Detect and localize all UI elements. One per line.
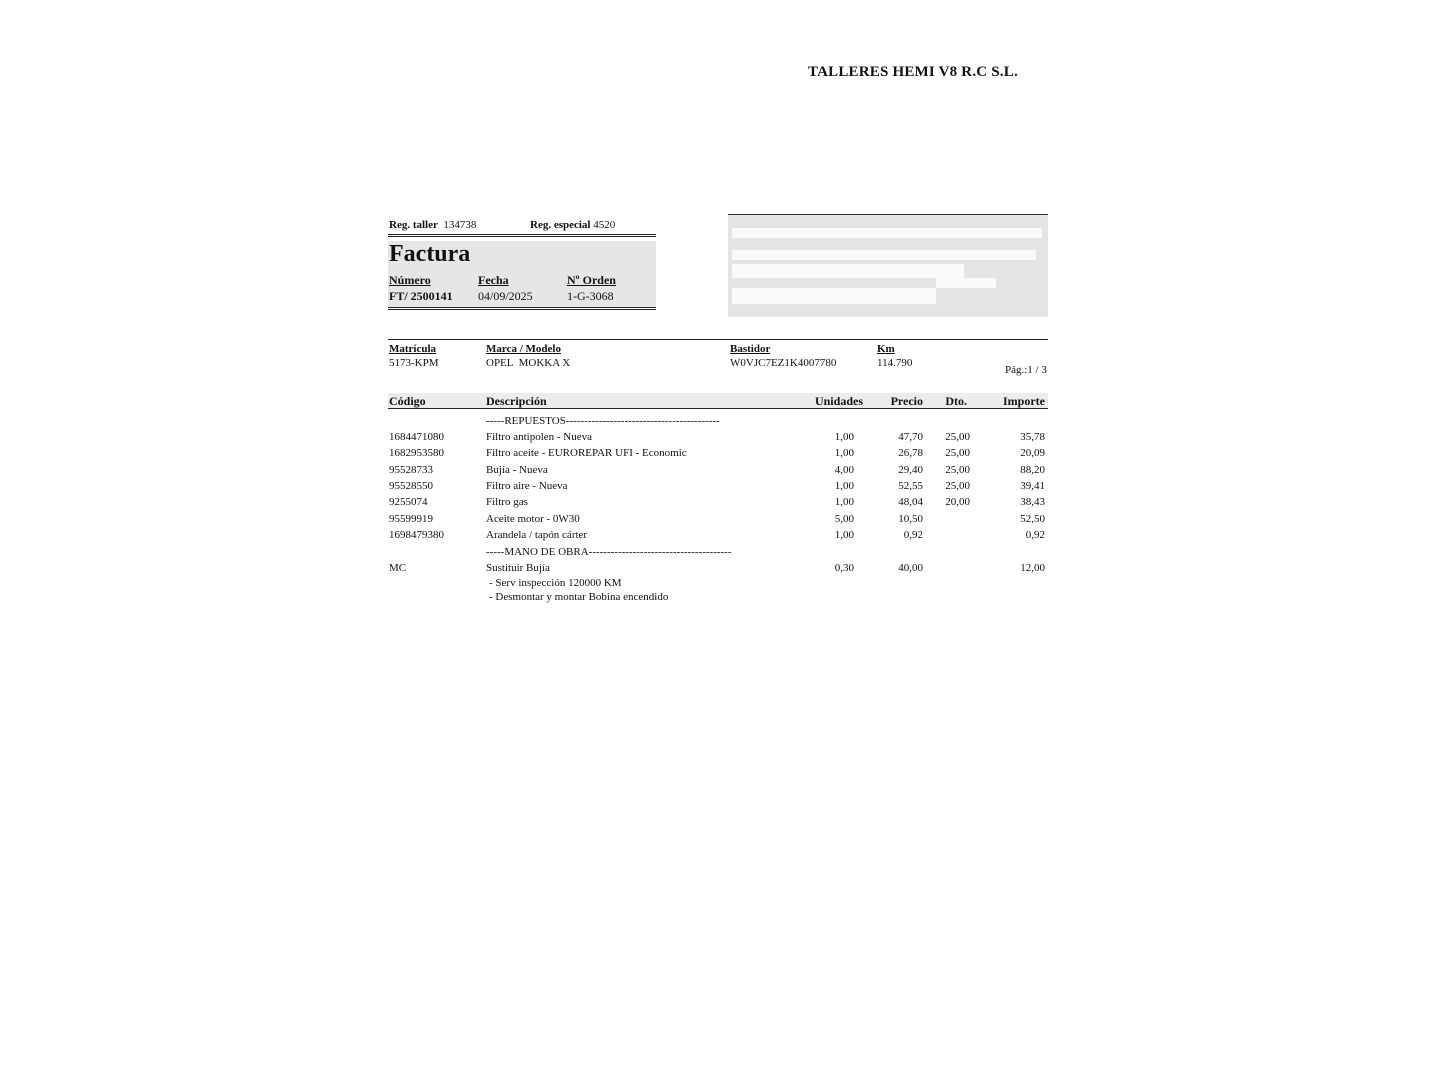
row-unidades: 4,00 [834, 464, 854, 476]
table-header-rule [388, 408, 1048, 409]
matricula-value: 5173-KPM [389, 357, 439, 369]
labor-detail: - Serv inspección 120000 KM [489, 577, 622, 589]
company-name: TALLERES HEMI V8 R.C S.L. [808, 64, 1018, 80]
row-descripcion: Filtro antipolen - Nueva [486, 431, 593, 443]
section-mano-obra: -----MANO DE OBRA--------------------------------------- [486, 546, 732, 558]
row-descripcion: Filtro gas [486, 496, 528, 508]
col-descripcion: Descripción [486, 394, 547, 408]
row-dto: 25,00 [945, 447, 970, 459]
row-unidades: 1,00 [834, 496, 854, 508]
row-unidades: 1,00 [834, 480, 854, 492]
row-descripcion: Arandela / tapón cárter [486, 529, 588, 541]
row-precio: 29,40 [898, 464, 923, 476]
table-row [0, 529, 1440, 543]
col-precio: Precio [890, 394, 923, 408]
row-importe: 39,41 [1020, 480, 1045, 492]
row-unidades: 1,00 [834, 529, 854, 541]
row-unidades: 1,00 [834, 431, 854, 443]
fecha-label: Fecha [478, 273, 509, 287]
row-importe: 12,00 [1020, 562, 1045, 574]
row-codigo: 1698479380 [389, 529, 444, 541]
row-precio: 40,00 [898, 562, 923, 574]
registry-taller [389, 219, 476, 231]
row-descripcion: Filtro aceite - EUROREPAR UFI - Economic [486, 447, 687, 459]
row-unidades: 0,30 [834, 562, 854, 574]
header-top-rule [388, 234, 656, 237]
row-precio: 10,50 [898, 513, 923, 525]
km-value: 114.790 [877, 357, 913, 369]
table-row [0, 513, 1440, 527]
row-precio: 26,78 [898, 447, 923, 459]
section-repuestos: -----REPUESTOS------------------------------------------ [486, 415, 720, 427]
orden-value: 1-G-3068 [567, 289, 614, 303]
row-codigo: 9255074 [389, 496, 428, 508]
registry-taller-value: 134738 [443, 219, 477, 231]
numero-value: FT/ 2500141 [389, 289, 453, 303]
section-repuestos-row [0, 415, 1440, 429]
row-codigo: MC [389, 562, 407, 574]
row-codigo: 95528733 [389, 464, 433, 476]
row-descripcion: Bujía - Nueva [486, 464, 548, 476]
row-codigo: 1682953580 [389, 447, 444, 459]
table-row [0, 464, 1440, 478]
col-dto: Dto. [945, 394, 967, 408]
table-row [0, 562, 1440, 576]
registry-especial-value: 4520 [593, 219, 616, 231]
row-descripcion: Aceite motor - 0W30 [486, 513, 580, 525]
row-precio: 47,70 [898, 431, 923, 443]
row-precio: 52,55 [898, 480, 923, 492]
km-label: Km [877, 343, 895, 355]
numero-label: Número [389, 273, 431, 287]
modelo-value: OPEL MOKKA X [486, 357, 571, 369]
row-importe: 88,20 [1020, 464, 1045, 476]
header-bottom-rule [388, 307, 656, 310]
col-unidades: Unidades [814, 394, 863, 408]
row-dto: 25,00 [945, 464, 970, 476]
fecha-value: 04/09/2025 [478, 289, 533, 303]
row-importe: 20,09 [1020, 447, 1045, 459]
row-unidades: 1,00 [834, 447, 854, 459]
row-importe: 38,43 [1020, 496, 1045, 508]
registry-especial-label: Reg. especial [530, 219, 591, 231]
row-precio: 0,92 [903, 529, 923, 541]
table-row [0, 447, 1440, 461]
table-row [0, 480, 1440, 494]
row-importe: 52,50 [1020, 513, 1045, 525]
row-codigo: 95599919 [389, 513, 433, 525]
row-codigo: 1684471080 [389, 431, 444, 443]
row-dto: 25,00 [945, 480, 970, 492]
bastidor-value: W0VJC7EZ1K4007780 [730, 357, 837, 369]
vehicle-top-rule [388, 339, 1048, 340]
col-importe: Importe [1003, 394, 1045, 408]
bastidor-label: Bastidor [730, 343, 771, 355]
section-mano-obra-row [0, 546, 1440, 560]
page-indicator: Pág.:1 / 3 [1005, 364, 1047, 376]
labor-detail: - Desmontar y montar Bobina encendido [489, 591, 669, 603]
row-unidades: 5,00 [834, 513, 854, 525]
registry-taller-label: Reg. taller [389, 219, 438, 231]
row-dto: 20,00 [945, 496, 970, 508]
row-dto: 25,00 [945, 431, 970, 443]
registry-especial [530, 219, 615, 231]
table-row [0, 496, 1440, 510]
row-codigo: 95528550 [389, 480, 433, 492]
row-descripcion: Filtro aire - Nueva [486, 480, 568, 492]
modelo-label: Marca / Modelo [486, 343, 561, 355]
redacted-customer-box [728, 214, 1048, 317]
row-precio: 48,04 [898, 496, 923, 508]
col-codigo: Código [389, 394, 426, 408]
orden-label: Nº Orden [567, 273, 616, 287]
table-row [0, 431, 1440, 445]
row-importe: 0,92 [1025, 529, 1045, 541]
invoice-title: Factura [389, 241, 471, 267]
row-descripcion: Sustituir Bujía [486, 562, 550, 574]
row-importe: 35,78 [1020, 431, 1045, 443]
matricula-label: Matrícula [389, 343, 437, 355]
